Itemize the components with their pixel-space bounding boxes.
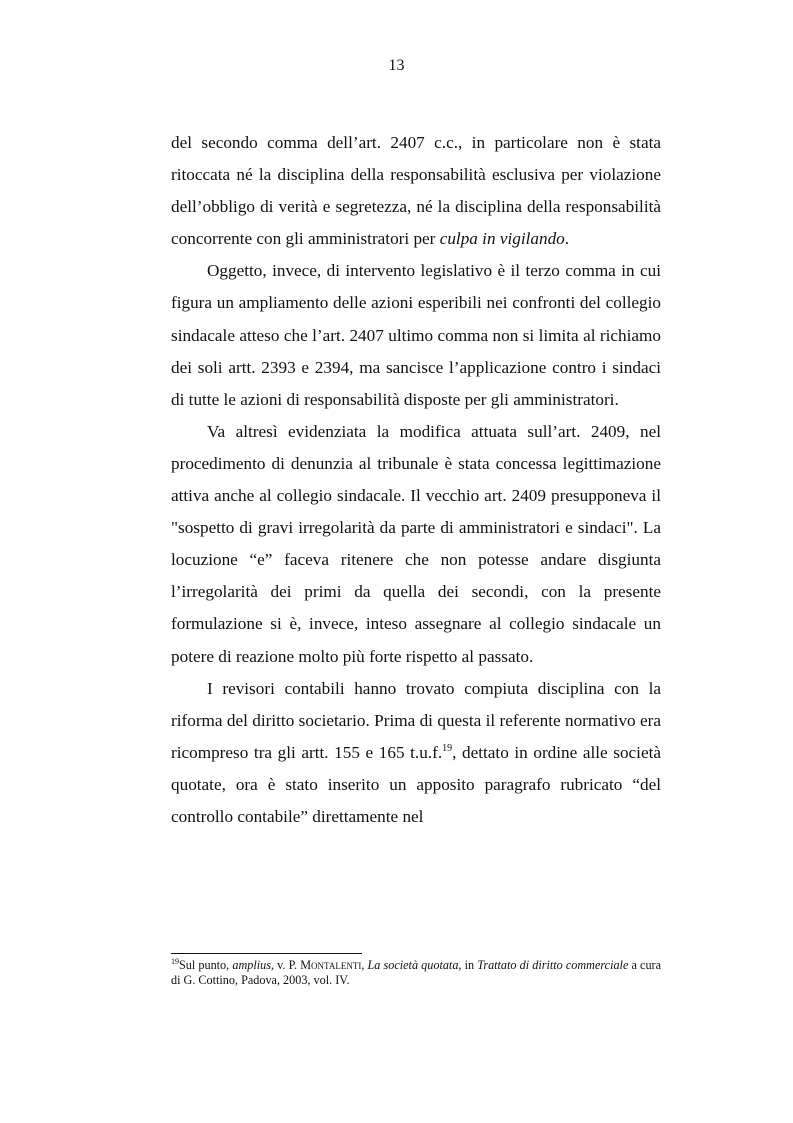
paragraph-1-end: . — [564, 229, 570, 249]
paragraph-4-text-end: , dettato in ordine alle società quotate, ora è stato inserito un apposito paragrafo rubricato “del controllo contabile” direttamente nel — [171, 742, 661, 826]
paragraph-3: Va altresì evidenziata la modifica attuata sull’art. 2409, nel procedimento di denunzia al tribunale è stata concessa legittimazione attiva anche al collegio sindacale. Il vecchio art. 2409 presupponeva il "sospetto di gravi irregolarità da parte di amministratori e sindaci". La locuzione “e” faceva ritenere che non potesse andare disgiunta l’irregolarità dei primi da quella dei secondi, con la presente formulazione si è, invece, inteso assegnare al collegio sindacale un potere di reazione molto più forte rispetto al passato. — [171, 421, 661, 666]
footnote-series-title: Trattato di diritto commerciale — [477, 958, 629, 972]
paragraph-1 — [171, 127, 661, 255]
footnote-text: , — [361, 958, 368, 972]
footnote-reference[interactable]: 19 — [442, 742, 453, 754]
footnote-text: Sul punto, — [179, 958, 233, 972]
paragraph-1-text: del secondo comma dell’art. 2407 c.c., in particolare non è stata ritoccata né la disciplina della responsabilità esclusiva per violazione dell’obbligo di verità e segretezza, né la disciplina della responsabilità concorrente con gli amministratori per — [171, 133, 661, 249]
body-text — [171, 127, 661, 833]
footnote-text: , v. P. — [270, 958, 301, 972]
paragraph-4-text: I revisori contabili hanno trovato compiuta disciplina con la riforma del diritto societario. Prima di questa il referente normativo era ricompreso tra gli artt. 155 e 165 t.u.f. — [171, 678, 661, 762]
footnote — [171, 958, 661, 988]
footnote-text: a cura di G. Cottino, Padova, 2003, vol. IV. — [171, 958, 662, 987]
footnote-divider — [171, 953, 362, 954]
paragraph-4 — [171, 673, 661, 833]
page-number: 13 — [388, 57, 405, 74]
footnote-author: Montalenti — [300, 958, 362, 972]
italic-phrase: culpa in vigilando — [439, 229, 565, 249]
paragraph-2: Oggetto, invece, di intervento legislativo è il terzo comma in cui figura un ampliamento delle azioni esperibili nei confronti del collegio sindacale atteso che l’art. 2407 ultimo comma non si limita al richiamo dei soli artt. 2393 e 2394, ma sancisce l’applicazione contro i sindaci di tutte le azioni di responsabilità disposte per gli amministratori. — [171, 261, 661, 409]
footnote-number: 19 — [171, 957, 179, 966]
footnote-italic: amplius — [232, 958, 271, 972]
footnote-text: , in — [458, 958, 478, 972]
footnote-book-title: La società quotata — [367, 958, 459, 972]
